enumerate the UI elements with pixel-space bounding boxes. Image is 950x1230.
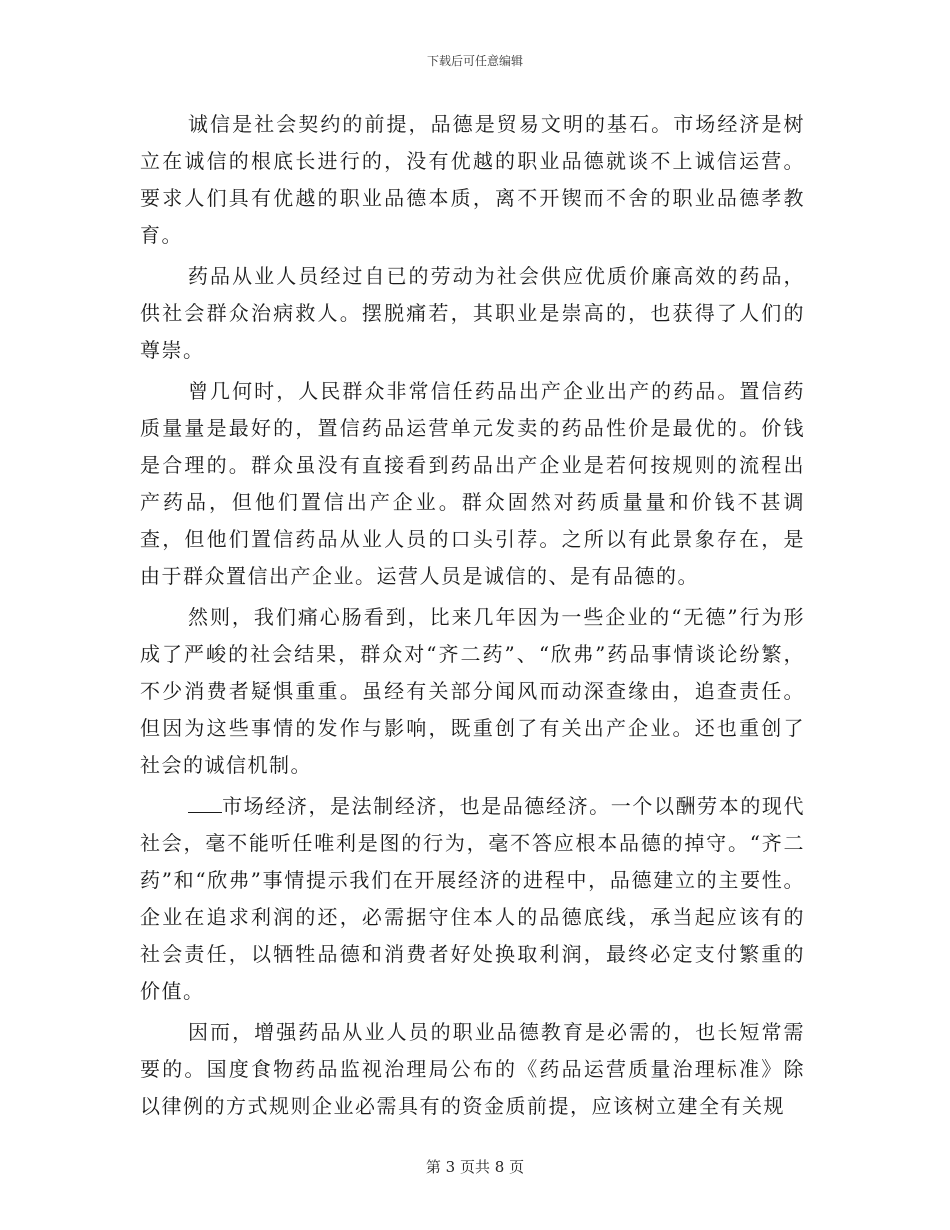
fill-in-blank bbox=[188, 794, 222, 813]
paragraph-6: 因而，增强药品从业人员的职业品德教育是必需的，也长短常需要的。国度食物药品监视治理局公布的《药品运营质量治理标准》除以律例的方式规则企业必需具有的资金质前提，应该树立建全有关规 bbox=[140, 1020, 805, 1118]
paragraph-4: 然则，我们痛心肠看到，比来几年因为一些企业的“无德”行为形成了严峻的社会结果，群众对“齐二药”、“欣弗”药品事情谈论纷繁，不少消费者疑惧重重。虽经有关部分闻风而动深查缘由，追查责任。但因为这些事情的发作与影响，既重创了有关出产企业。还也重创了社会的诚信机制。 bbox=[140, 605, 805, 777]
paragraph-3: 曾几何时，人民群众非常信任药品出产企业出产的药品。置信药质量量是最好的，置信药品运营单元发卖的药品性价是最优的。价钱是合理的。群众虽没有直接看到药品出产企业是若何按规则的流程出产药品，但他们置信出产企业。群众固然对药质量量和价钱不甚调查，但他们置信药品从业人员的口头引荐。之所以有此景象存在，是由于群众置信出产企业。运营人员是诚信的、是有品德的。 bbox=[140, 379, 805, 588]
document-body bbox=[140, 106, 805, 1129]
paragraph-5 bbox=[140, 788, 805, 1010]
page-header-note: 下载后可任意编辑 bbox=[426, 54, 523, 68]
paragraph-1: 诚信是社会契约的前提，品德是贸易文明的基石。市场经济是树立在诚信的根底长进行的，没有优越的职业品德就谈不上诚信运营。要求人们具有优越的职业品德本质，离不开锲而不舍的职业品德孝教育。 bbox=[140, 112, 805, 247]
paragraph-5-text: 市场经济，是法制经济，也是品德经济。一个以酬劳本的现代社会，毫不能听任唯利是图的行为，毫不答应根本品德的掉守。“齐二药”和“欣弗”事情提示我们在开展经济的进程中，品德建立的主要性。企业在追求利润的还，必需据守住本人的品德底线，承当起应该有的社会责任，以牺牲品德和消费者好处换取利润，最终必定支付繁重的价值。 bbox=[140, 794, 805, 1003]
paragraph-2: 药品从业人员经过自已的劳动为社会供应优质价廉高效的药品，供社会群众治病救人。摆脱痛若，其职业是崇高的，也获得了人们的尊崇。 bbox=[140, 264, 805, 362]
page-number: 第 3 页共 8 页 bbox=[425, 1158, 525, 1176]
